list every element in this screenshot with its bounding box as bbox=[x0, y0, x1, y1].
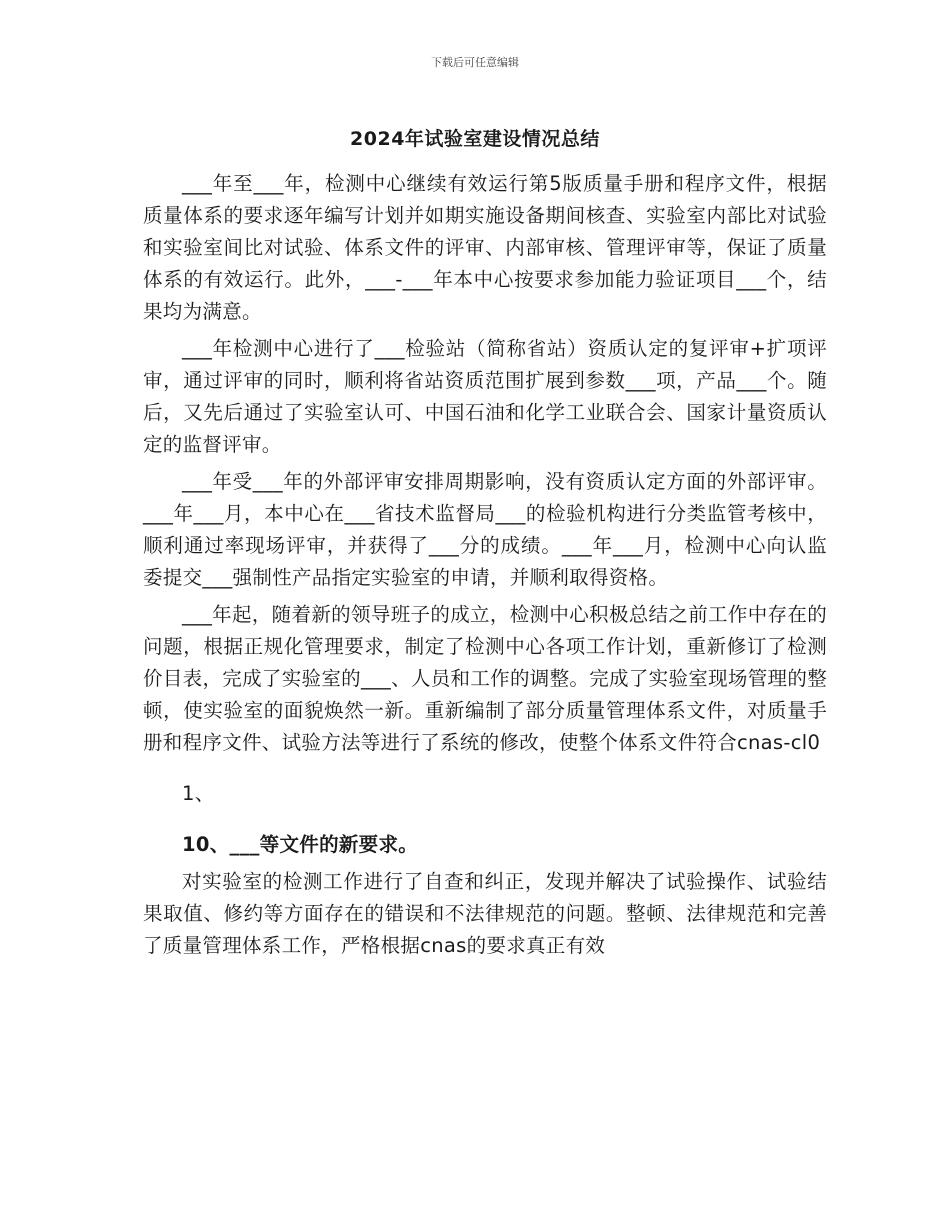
paragraph-1: ___年至___年，检测中心继续有效运行第5版质量手册和程序文件，根据质量体系的要求逐年编写计划并如期实施设备期间核查、实验室内部比对试验和实验室间比对试验、体系文件的评审、内部审核、管理评审等，保证了质量体系的有效运行。此外，___-___年本中心按要求参加能力验证项目___个，结果均为满意。 bbox=[143, 172, 827, 323]
spacer bbox=[143, 764, 827, 778]
paragraph-4: ___年起，随着新的领导班子的成立，检测中心积极总结之前工作中存在的问题，根据正规化管理要求，制定了检测中心各项工作计划，重新修订了检测价目表，完成了实验室的___、人员和工作的调整。完成了实验室现场管理的整顿，使实验室的面貌焕然一新。重新编制了部分质量管理体系文件，对质量手册和程序文件、试验方法等进行了系统的修改，使整个体系文件符合cnas-cl0 bbox=[143, 603, 827, 754]
paragraph-3: ___年受___年的外部评审安排周期影响，没有资质认定方面的外部评审。___年___月，本中心在___省技术监督局___的检验机构进行分类监管考核中，顺利通过率现场评审，并获得了___分的成绩。___年___月，检测中心向认监委提交___强制性产品指定实验室的申请，并顺利取得资格。 bbox=[143, 470, 827, 589]
list-item-1: 1、 bbox=[182, 782, 215, 805]
document-body bbox=[143, 168, 827, 967]
header-note: 下载后可任意编辑 bbox=[431, 56, 519, 69]
closing-paragraph: 对实验室的检测工作进行了自查和纠正，发现并解决了试验操作、试验结果取值、修约等方面存在的错误和不法律规范的问题。整顿、法律规范和完善了质量管理体系工作，严格根据cnas的要求真正有效 bbox=[143, 870, 827, 957]
spacer bbox=[143, 815, 827, 829]
paragraph-2: ___年检测中心进行了___检验站（简称省站）资质认定的复评审+扩项评审，通过评审的同时，顺利将省站资质范围扩展到参数___项，产品___个。随后，又先后通过了实验室认可、中国石油和化学工业联合会、国家计量资质认定的监督评审。 bbox=[143, 337, 827, 456]
list-item-10: 10、___等文件的新要求。 bbox=[182, 833, 419, 856]
document-title: 2024年试验室建设情况总结 bbox=[350, 128, 600, 150]
